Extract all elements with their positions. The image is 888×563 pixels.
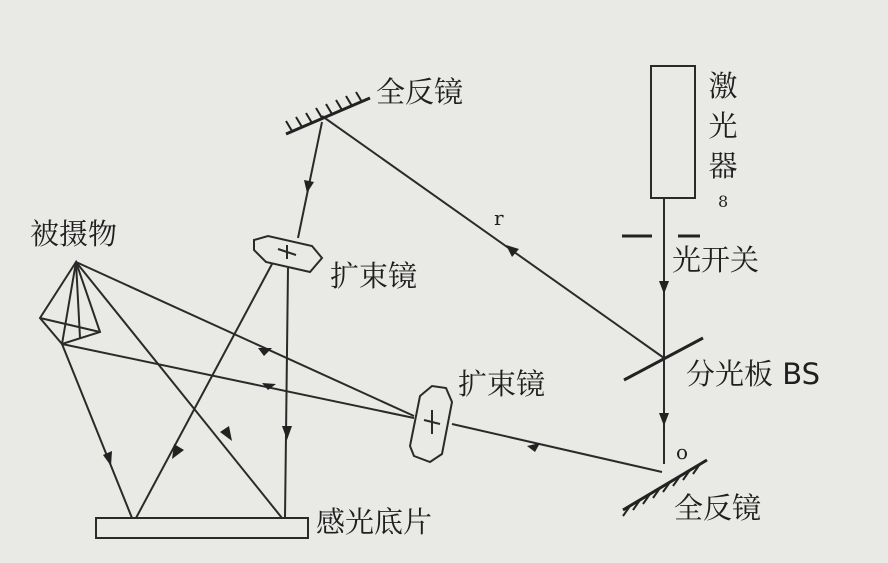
label-expander-upper: 扩束镜 xyxy=(330,259,418,293)
label-object: 被摄物 xyxy=(30,217,118,251)
object-beam xyxy=(452,424,662,472)
label-laser-num: 8 xyxy=(718,192,729,211)
label-expander-lower: 扩束镜 xyxy=(458,367,546,401)
label-ray-o: o xyxy=(676,440,689,464)
expander-upper xyxy=(254,236,322,272)
film-plate xyxy=(96,518,308,538)
label-beam-splitter: 分光板 BS xyxy=(686,357,821,391)
label-shutter: 光开关 xyxy=(672,243,760,277)
reference-beam-down xyxy=(298,122,322,238)
reference-ray-b-arrow xyxy=(282,426,292,440)
scatter-ray-1-arrow xyxy=(103,451,112,466)
beam-arrow-2 xyxy=(659,413,669,426)
object-illum-a-arrow xyxy=(258,348,272,356)
label-mirror-bottom: 全反镜 xyxy=(674,491,762,525)
beam-arrow-1 xyxy=(659,281,669,294)
object-illum-b xyxy=(62,344,414,418)
label-film: 感光底片 xyxy=(316,505,433,539)
label-ray-r: r xyxy=(494,206,504,230)
reference-beam xyxy=(322,116,664,358)
object-prism xyxy=(40,262,100,344)
label-mirror-top: 全反镜 xyxy=(376,75,464,109)
reference-ray-b xyxy=(285,268,288,518)
reference-ray-a-arrow xyxy=(172,444,184,459)
scatter-ray-2-arrow xyxy=(220,426,232,441)
scatter-ray-2 xyxy=(76,262,282,518)
scatter-ray-1 xyxy=(62,344,132,518)
object-beam-arrow xyxy=(527,443,540,452)
reference-down-arrow xyxy=(304,180,314,193)
mirror-top xyxy=(286,92,370,134)
label-laser: 激光器 xyxy=(708,69,738,183)
expander-lower xyxy=(410,386,452,462)
laser-body xyxy=(651,66,695,198)
